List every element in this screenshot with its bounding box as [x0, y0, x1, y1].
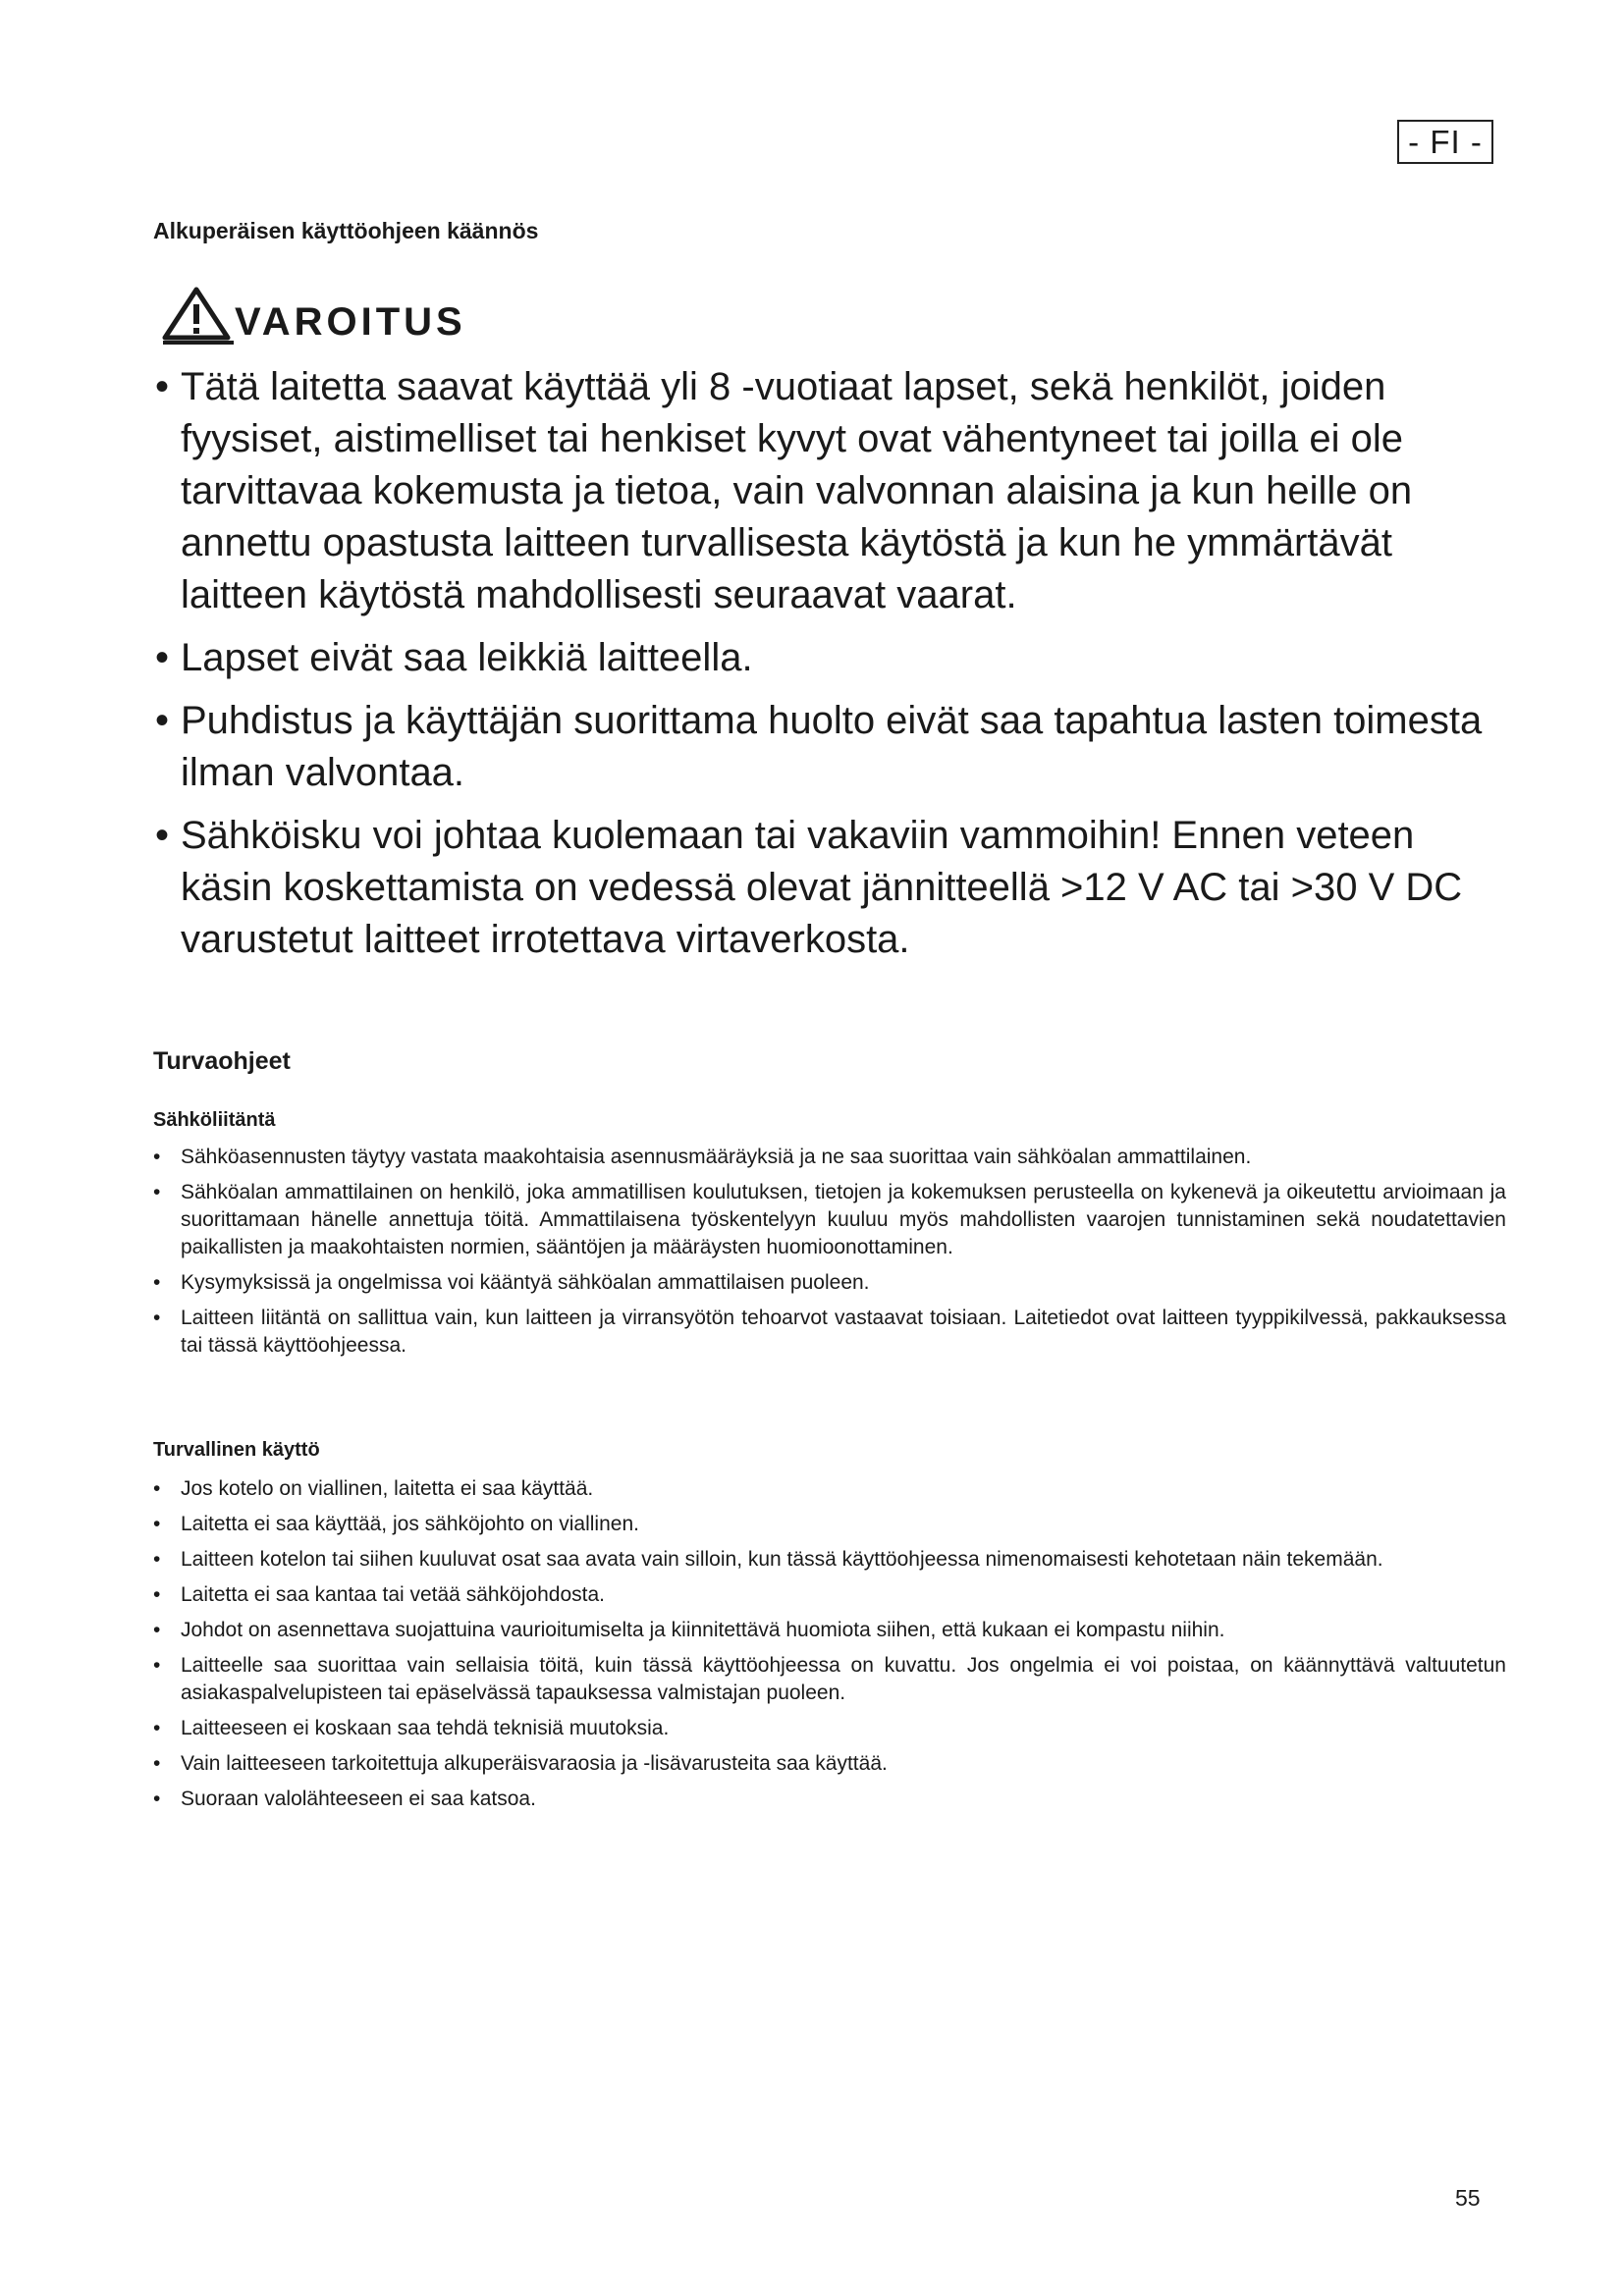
- safe-use-subtitle: Turvallinen käyttö: [153, 1439, 320, 1461]
- list-item: • Suoraan valolähteeseen ei saa katsoa.: [153, 1786, 1506, 1813]
- list-item: • Sähköasennusten täytyy vastata maakohtaisia asennusmääräyksiä ja ne saa suorittaa vain sähköalan ammattilainen.: [153, 1144, 1506, 1171]
- list-item: • Jos kotelo on viallinen, laitetta ei saa käyttää.: [153, 1475, 1506, 1503]
- list-item: • Kysymyksissä ja ongelmissa voi kääntyä sähköalan ammattilaisen puoleen.: [153, 1269, 1506, 1297]
- warning-triangle-icon: [157, 285, 240, 346]
- list-item: • Laitetta ei saa käyttää, jos sähköjohto on viallinen.: [153, 1511, 1506, 1538]
- list-item: • Laitteen liitäntä on sallittua vain, kun laitteen ja virransyötön tehoarvot vastaavat toisiaan. Laitetiedot ovat laitteen tyyppikilvessä, pakkauksessa tai tässä käyttöohjeessa.: [153, 1305, 1506, 1360]
- list-item: • Sähköalan ammattilainen on henkilö, joka ammatillisen koulutuksen, tietojen ja kokemuksen perusteella on kykenevä ja oikeutettu arvioimaan ja suorittamaan hänelle annettuja töitä. Ammattilaisena työskentelyyn kuuluu myös mahdollisten vaarojen tunnistaminen sekä noudatettavien paikallisten ja maakohtaisten normien, sääntöjen ja määräysten huomioonottaminen.: [153, 1179, 1506, 1261]
- list-item: • Laitteeseen ei koskaan saa tehdä teknisiä muutoksia.: [153, 1715, 1506, 1742]
- list-item: • Vain laitteeseen tarkoitettuja alkuperäisvaraosia ja -lisävarusteita saa käyttää.: [153, 1750, 1506, 1778]
- list-item: • Laitteen kotelon tai siihen kuuluvat osat saa avata vain silloin, kun tässä käyttöohjeessa nimenomaisesti kehotetaan näin tekemään.: [153, 1546, 1506, 1574]
- warning-heading: [157, 285, 466, 346]
- electrical-subtitle: Sähköliitäntä: [153, 1109, 276, 1131]
- list-item: • Johdot on asennettava suojattuina vaurioitumiselta ja kiinnitettävä huomiota siihen, että kukaan ei kompastu niihin.: [153, 1617, 1506, 1644]
- document-header: Alkuperäisen käyttöohjeen käännös: [153, 218, 539, 243]
- list-item: • Laitetta ei saa kantaa tai vetää sähköjohdosta.: [153, 1581, 1506, 1609]
- warning-item: • Puhdistus ja käyttäjän suorittama huolto eivät saa tapahtua lasten toimesta ilman valvontaa.: [155, 695, 1510, 799]
- safety-section-title: Turvaohjeet: [153, 1047, 291, 1075]
- warning-title: VAROITUS: [235, 300, 466, 344]
- warning-item: • Lapset eivät saa leikkiä laitteella.: [155, 632, 1510, 684]
- list-item: • Laitteelle saa suorittaa vain sellaisia töitä, kuin tässä käyttöohjeessa on kuvattu. Jos ongelmia ei voi poistaa, on käännyttävä valtuutetun asiakaspalvelupisteen tai epäselvässä tapauksessa valmistajan puoleen.: [153, 1652, 1506, 1707]
- language-tag: - FI -: [1397, 120, 1493, 164]
- electrical-list: [153, 1144, 1506, 1367]
- warning-list: [155, 361, 1510, 977]
- safe-use-list: [153, 1475, 1506, 1821]
- warning-item: • Tätä laitetta saavat käyttää yli 8 -vuotiaat lapset, sekä henkilöt, joiden fyysiset, aistimelliset tai henkiset kyvyt ovat vähentyneet tai joilla ei ole tarvittavaa kokemusta ja tietoa, vain valvonnan alaisina ja kun heille on annettu opastusta laitteen turvallisesta käytöstä ja kun he ymmärtävät laitteen käytöstä mahdollisesti seuraavat vaarat.: [155, 361, 1510, 621]
- page-number: 55: [1455, 2185, 1481, 2211]
- warning-item: • Sähköisku voi johtaa kuolemaan tai vakaviin vammoihin! Ennen veteen käsin koskettamista on vedessä olevat jännitteellä >12 V AC tai >30 V DC varustetut laitteet irrotettava virtaverkosta.: [155, 810, 1510, 966]
